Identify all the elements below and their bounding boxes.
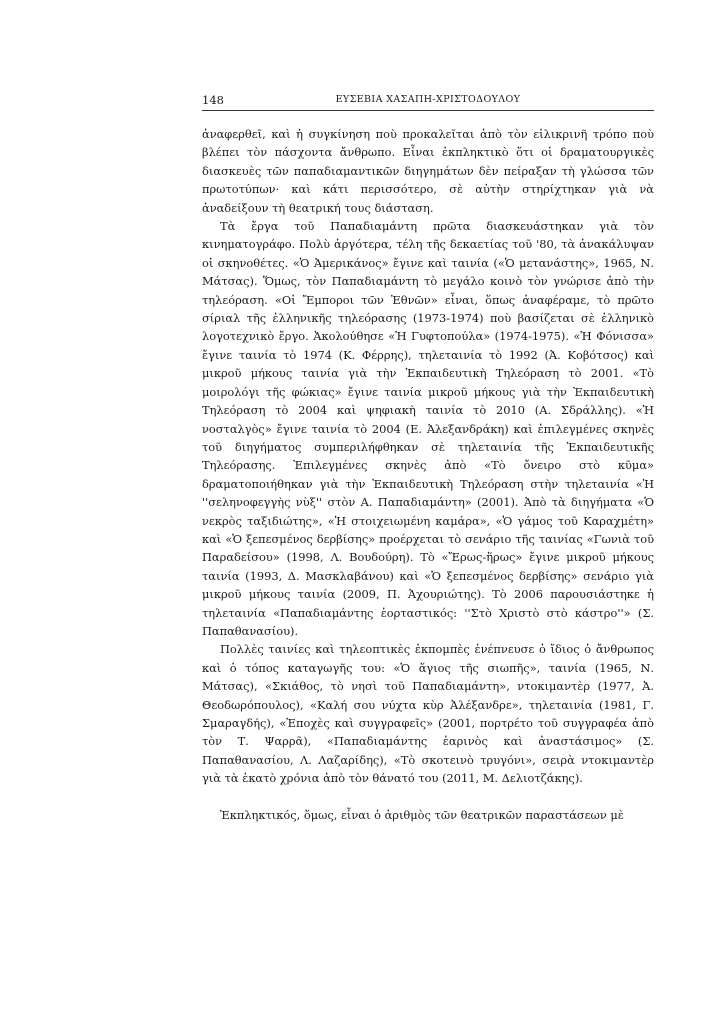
running-title: ΕΥΣΕΒΙΑ ΧΑΣΑΠΗ-ΧΡΙΣΤΟΔΟΥΛΟΥ xyxy=(335,94,521,105)
paragraph-continuation: ἀναφερθεῖ, καὶ ἡ συγκίνηση ποὺ προκαλεῖται ἀπὸ τὸν εἰλικρινῆ τρόπο ποὺ βλέπει τὸν πάσχοντα ἄνθρωπο. Εἶναι ἐκπληκτικὸ ὅτι οἱ δραματουργικὲς διασκευὲς τῶν παπαδιαμαντικῶν διηγημάτων δὲν πείραξαν τὴ γλώσσα τῶν πρωτοτύπων· καὶ κάτι περισσότερο, σὲ αὐτὴν στηρίχτηκαν γιὰ νὰ ἀναδείξουν τὴ θεατρική τους διάσταση. xyxy=(202,127,654,215)
book-page xyxy=(202,92,654,824)
paragraph-documentaries: Πολλὲς ταινίες καὶ τηλεοπτικὲς ἐκπομπὲς ἐνέπνευσε ὁ ἴδιος ὁ ἄνθρωπος καὶ ὁ τόπος καταγωγῆς του: «Ὁ ἅγιος τῆς σιωπῆς», ταινία (1965, Ν. Μάτσας), «Σκιάθος, τὸ νησὶ τοῦ Παπαδιαμάντη», ντοκιμαντὲρ (1977, Ἀ. Θεοδωρόπουλος), «Καλή σου νύχτα κὺρ Ἀλέξανδρε», τηλεταινία (1981, Γ. Σμαραγδής), «Ἐποχὲς καὶ συγγραφεῖς» (2001, πορτρέτο τοῦ συγγραφέα ἀπὸ τὸν Τ. Ψαρρᾶ), «Παπαδιαμάντης ἐαρινὸς καὶ ἀναστάσιμος» (Σ. Παπαθανασίου, Λ. Λαζαρίδης), «Τὸ σκοτεινὸ τρυγόνι», σειρὰ ντοκιμαντὲρ γιὰ τὰ ἑκατὸ χρόνια ἀπὸ τὸν θάνατό του (2011, Μ. Δελιοτζάκης). xyxy=(202,642,654,786)
running-header xyxy=(202,92,654,111)
paragraph-theatre: Ἐκπληκτικός, ὅμως, εἶναι ὁ ἀριθμὸς τῶν θεατρικῶν παραστάσεων μὲ xyxy=(220,807,624,822)
body-text xyxy=(202,125,654,824)
page-number: 148 xyxy=(202,93,224,107)
paragraph-film-adaptations: Τὰ ἔργα τοῦ Παπαδιαμάντη πρῶτα διασκευάστηκαν γιὰ τὸν κινηματογράφο. Πολὺ ἀργότερα, τέλη τῆς δεκαετίας τοῦ '80, τὰ ἀνακάλυψαν οἱ σκηνοθέτες. «Ὁ Ἀμερικάνος» ἔγινε καὶ ταινία («Ὁ μετανάστης», 1965, Ν. Μάτσας). Ὅμως, τὸν Παπαδιαμάντη τὸ μεγάλο κοινὸ τὸν γνώρισε ἀπὸ τὴν τηλεόραση. «Οἱ Ἔμποροι τῶν Ἐθνῶν» εἶναι, ὅπως ἀναφέραμε, τὸ πρῶτο σίριαλ τῆς ἑλληνικῆς τηλεόρασης (1973-1974) ποὺ βασίζεται σὲ ἑλληνικὸ λογοτεχνικὸ ἔργο. Ἀκολούθησε «Ἡ Γυφτοπούλα» (1974-1975). «Ἡ Φόνισσα» ἔγινε ταινία τὸ 1974 (Κ. Φέρρης), τηλεταινία τὸ 1992 (Ἀ. Κοβότσος) καὶ μικροῦ μήκους ταινία γιὰ τὴν Ἐκπαιδευτικὴ Τηλεόραση τὸ 2001. «Τὸ μοιρολόγι τῆς φώκιας» ἔγινε ταινία μικροῦ μήκους γιὰ τὴν Ἐκπαιδευτικὴ Τηλεόραση τὸ 2004 καὶ ψηφιακὴ ταινία τὸ 2010 (Α. Σδράλλης). «Ἡ νοσταλγὸς» ἔγινε ταινία τὸ 2004 (Ε. Ἀλεξανδράκη) καὶ ἐπιλεγμένες σκηνὲς τοῦ διηγήματος συμπεριλήφθηκαν σὲ τηλεταινία τῆς Ἐκπαιδευτικῆς Τηλεόρασης. Ἐπιλεγμένες σκηνὲς ἀπὸ «Τὸ ὄνειρο στὸ κῦμα» δραματοποιήθηκαν γιὰ τὴν Ἐκπαιδευτικὴ Τηλεόραση στὴν τηλεταινία «Ἡ ''σεληνοφεγγὴς νὺξ'' στὸν Α. Παπαδιαμάντη» (2001). Ἀπὸ τὰ διηγήματα «Ὁ νεκρὸς ταξιδιώτης», «Ἡ στοιχειωμένη καμάρα», «Ὁ γάμος τοῦ Καραχμέτη» καὶ «Ὁ ξεπεσμένος δερβίσης» προέρχεται τὸ σενάριο τῆς ταινίας «Γωνιὰ τοῦ Παραδείσου» (1998, Λ. Βουδούρη). Τὸ «Ἔρως-ἥρως» ἔγινε μικροῦ μήκους ταινία (1993, Δ. Μασκλαβάνου) καὶ «Ὁ ξεπεσμένος δερβίσης» σενάριο γιὰ μικροῦ μήκους ταινία (2009, Π. Ἀχουριώτης). Τὸ 2006 παρουσιάστηκε ἡ τηλεταινία «Παπαδιαμάντης ἑορταστικός: ''Στὸ Χριστὸ στὸ κάστρο''» (Σ. Παπαθανασίου). xyxy=(202,219,654,638)
